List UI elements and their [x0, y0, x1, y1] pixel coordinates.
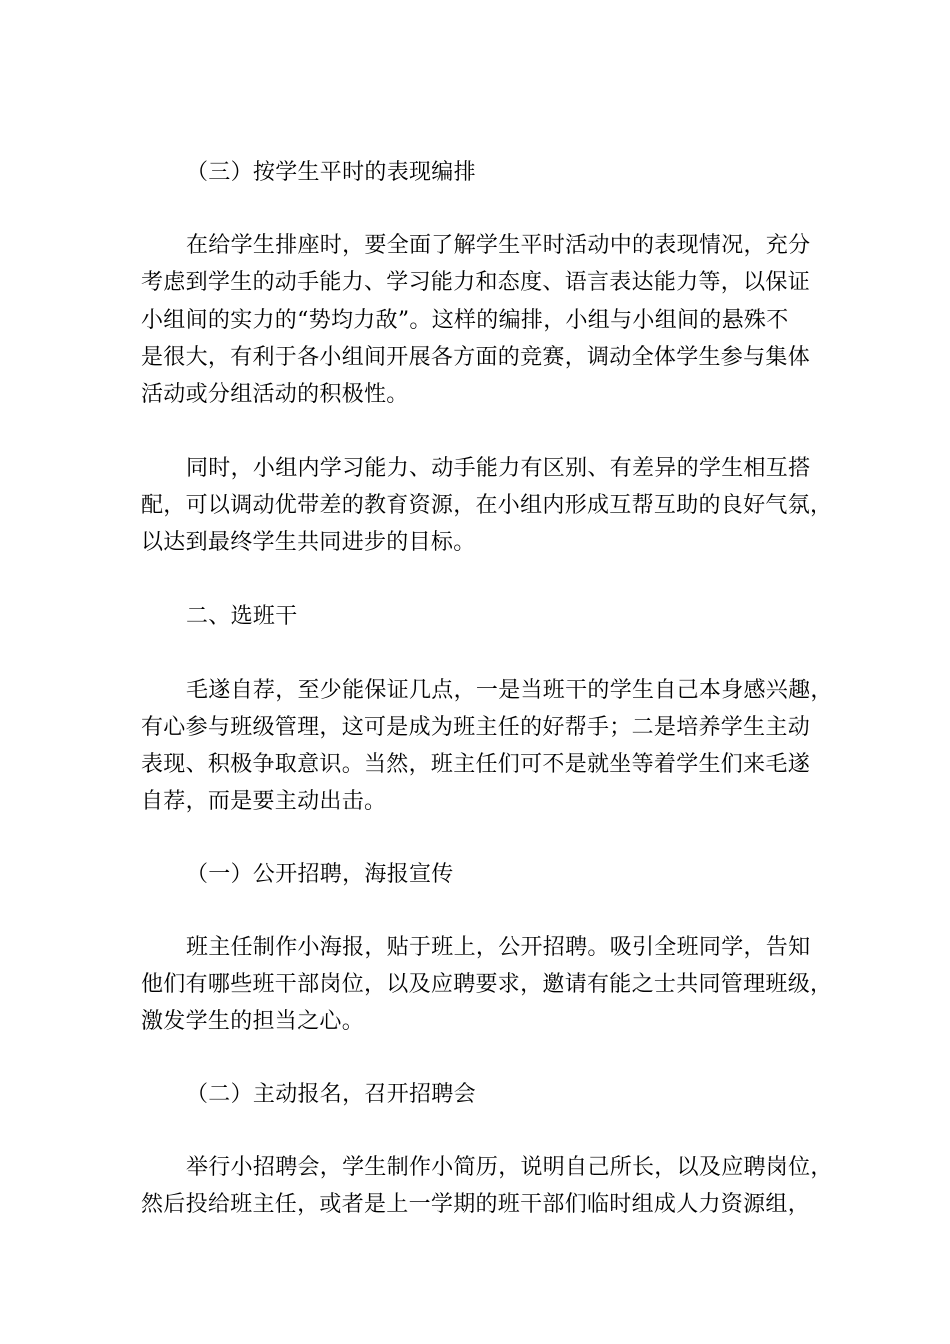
- paragraph-2-line-3: 以达到最终学生共同进步的目标。: [141, 530, 476, 555]
- paragraph-5-line-1: 举行小招聘会，学生制作小简历，说明自己所长，以及应聘岗位，: [186, 1155, 833, 1180]
- paragraph-3-line-4: 自荐，而是要主动出击。: [141, 789, 387, 814]
- paragraph-1-line-3: 小组间的实力的“势均力敌”。这样的编排，小组与小组间的悬殊不: [141, 308, 789, 333]
- paragraph-4-line-2: 他们有哪些班干部岗位，以及应聘要求，邀请有能之士共同管理班级，: [141, 972, 833, 997]
- subsection-heading-2: （二）主动报名，召开招聘会: [186, 1082, 476, 1107]
- subsection-heading-1: （一）公开招聘，海报宣传: [186, 862, 454, 887]
- paragraph-2-line-2: 配，可以调动优带差的教育资源，在小组内形成互帮互助的良好气氛，: [141, 493, 833, 518]
- paragraph-1-line-5: 活动或分组活动的积极性。: [141, 382, 409, 407]
- section-heading-3: （三）按学生平时的表现编排: [186, 160, 476, 185]
- paragraph-3-line-3: 表现、积极争取意识。当然，班主任们可不是就坐等着学生们来毛遂: [141, 752, 811, 777]
- paragraph-4-line-3: 激发学生的担当之心。: [141, 1009, 365, 1034]
- paragraph-3-line-1: 毛遂自荐，至少能保证几点，一是当班干的学生自己本身感兴趣，: [186, 678, 833, 703]
- paragraph-5-line-2: 然后投给班主任，或者是上一学期的班干部们临时组成人力资源组，: [141, 1192, 811, 1217]
- paragraph-4-line-1: 班主任制作小海报，贴于班上，公开招聘。吸引全班同学，告知: [186, 935, 811, 960]
- paragraph-3-line-2: 有心参与班级管理，这可是成为班主任的好帮手；二是培养学生主动: [141, 715, 811, 740]
- paragraph-1-line-2: 考虑到学生的动手能力、学习能力和态度、语言表达能力等，以保证: [141, 270, 811, 295]
- paragraph-1-line-1: 在给学生排座时，要全面了解学生平时活动中的表现情况，充分: [186, 233, 811, 258]
- paragraph-1-line-4: 是很大，有利于各小组间开展各方面的竞赛，调动全体学生参与集体: [141, 345, 811, 370]
- section-heading-2: 二、选班干: [186, 604, 298, 629]
- paragraph-2-line-1: 同时，小组内学习能力、动手能力有区别、有差异的学生相互搭: [186, 456, 811, 481]
